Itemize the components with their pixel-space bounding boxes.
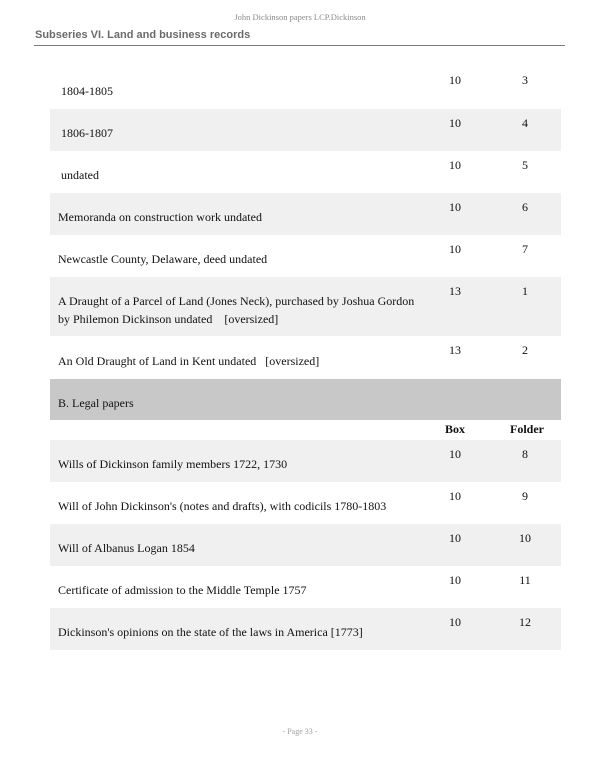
row-box: 13 [449,343,461,357]
row-folder: 7 [522,242,528,256]
row-description: Certificate of admission to the Middle Temple 1757 [58,583,307,597]
section-heading-row [50,379,561,420]
row-folder: 9 [522,489,528,503]
row-box: 10 [449,489,461,503]
row-description: An Old Draught of Land in Kent undated [oversized] [58,354,320,368]
subseries-title: Subseries VI. Land and business records [35,29,251,41]
row-box: 13 [449,284,461,298]
column-header-row [50,420,561,440]
section-title: B. Legal papers [58,396,134,410]
table-row [50,193,561,235]
row-box: 10 [449,242,461,256]
row-description: Newcastle County, Delaware, deed undated [58,252,268,266]
row-box: 10 [449,573,461,587]
row-description: Memoranda on construction work undated [58,210,262,224]
table-row [50,440,561,482]
table-row [50,151,561,193]
row-folder: 11 [519,573,531,587]
row-folder: 12 [519,615,531,629]
table-row [50,482,561,524]
row-folder: 6 [522,200,528,214]
row-folder: 10 [519,531,531,545]
row-box: 10 [449,73,461,87]
row-folder: 5 [522,158,528,172]
column-header-folder: Folder [510,422,544,436]
table-row [50,524,561,566]
row-folder: 1 [522,284,528,298]
row-box: 10 [449,531,461,545]
row-description: Dickinson's opinions on the state of the laws in America [1773] [58,625,363,639]
header-rule [34,45,565,46]
table-row [50,66,561,109]
row-folder: 3 [522,73,528,87]
row-description: Will of Albanus Logan 1854 [58,541,195,555]
row-description: Will of John Dickinson's (notes and drafts), with codicils 1780-1803 [58,499,387,513]
row-description: undated [61,168,99,182]
table-row [50,235,561,277]
table-row [50,566,561,608]
table-row [50,608,561,650]
table-row [50,336,561,379]
row-box: 10 [449,158,461,172]
row-folder: 4 [522,116,528,130]
row-description-line1: A Draught of a Parcel of Land (Jones Neck), purchased by Joshua Gordon [58,294,415,308]
running-head: John Dickinson papers LCP.Dickinson [234,12,366,22]
row-box: 10 [449,200,461,214]
row-folder: 8 [522,447,528,461]
row-description: 1804-1805 [61,84,113,98]
row-description-line2: by Philemon Dickinson undated [oversized] [58,312,279,326]
row-folder: 2 [522,343,528,357]
column-header-box: Box [444,422,465,436]
row-box: 10 [449,615,461,629]
page-number-footer: - Page 33 - [282,727,318,736]
row-description: Wills of Dickinson family members 1722, 1730 [58,457,288,471]
row-box: 10 [449,116,461,130]
table-row [50,277,561,336]
row-box: 10 [449,447,461,461]
row-description: 1806-1807 [61,126,113,140]
table-row [50,109,561,151]
